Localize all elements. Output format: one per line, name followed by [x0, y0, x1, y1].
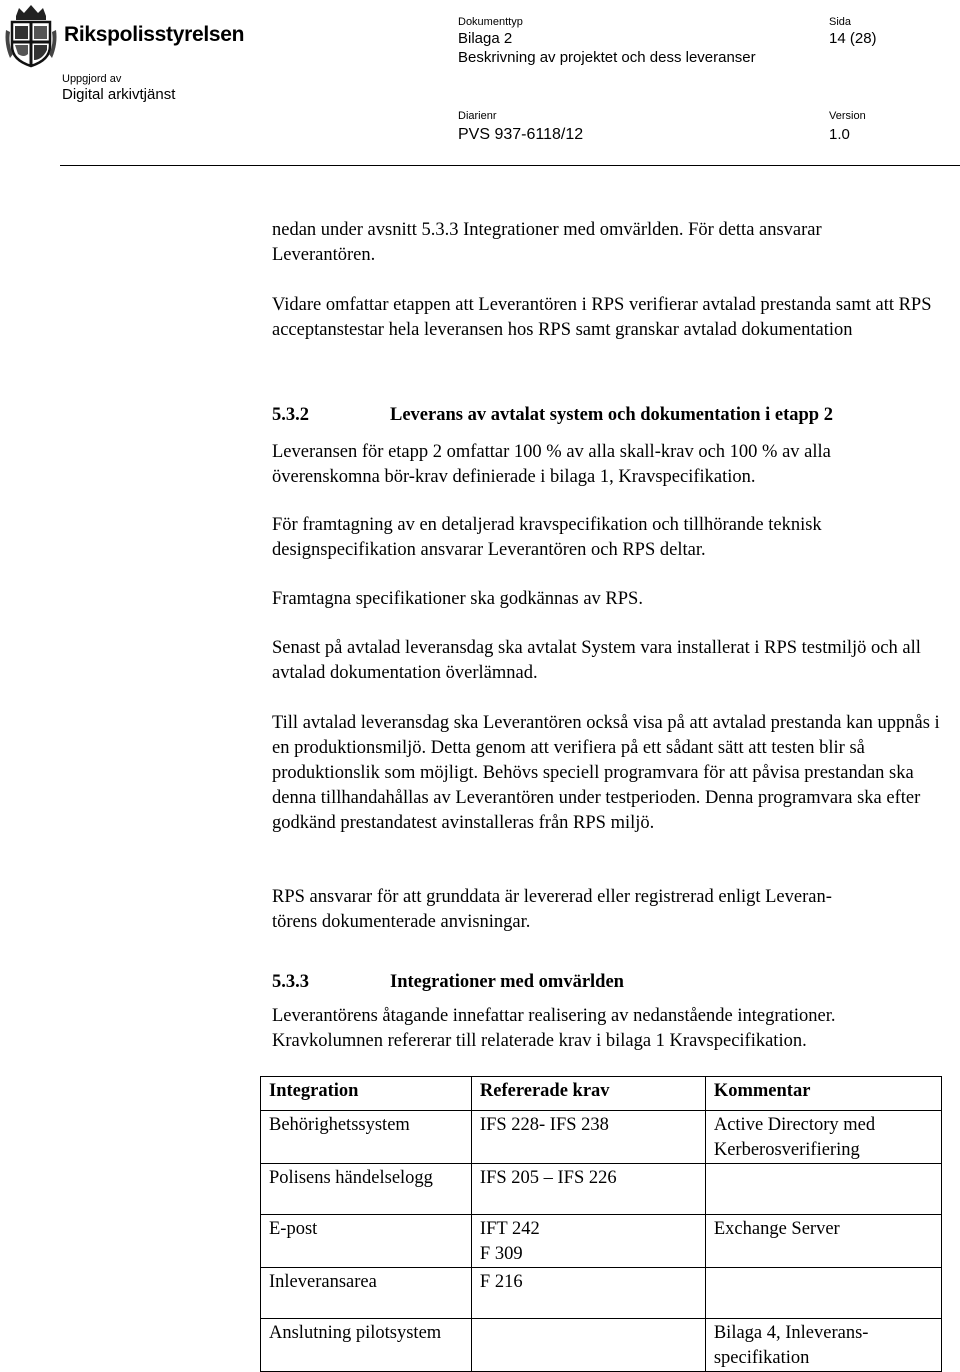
section-number: 5.3.3	[272, 972, 309, 992]
paragraph-2: Vidare omfattar etappen att Leverantören i RPS verifierar avtalad prestanda samt att RPS acceptanstestar hela leveransen hos RPS samt granskar avtalad dokumentation	[272, 295, 932, 340]
cell-krav: IFS 228- IFS 238	[471, 1111, 705, 1164]
table-row	[261, 1111, 942, 1164]
paragraph-6: Senast på avtalad leveransdag ska avtalat System vara installerat i RPS testmiljö och all avtalad dokumentation överlämnad.	[272, 638, 921, 683]
column-header-integration: Integration	[261, 1077, 472, 1111]
section-title: Integrationer med omvärlden	[390, 972, 624, 992]
prepared-by-label: Uppgjord av	[62, 73, 122, 85]
section-heading-5-3-3	[272, 970, 624, 995]
document-type-value: Bilaga 2	[458, 30, 513, 47]
prepared-by-value: Digital arkivtjänst	[62, 86, 176, 103]
version-label: Version	[829, 110, 866, 122]
cell-krav: IFT 242 F 309	[471, 1215, 705, 1268]
paragraph-8-line-1: RPS ansvarar för att grunddata är levererad eller registrerad enligt Leveran-	[272, 887, 832, 907]
column-header-refererade-krav: Refererade krav	[471, 1077, 705, 1111]
table-row	[261, 1164, 942, 1215]
paragraph-1-line-1: nedan under avsnitt 5.3.3 Integrationer med omvärlden. För detta ansvarar	[272, 220, 822, 240]
paragraph-8	[272, 885, 942, 935]
cell-krav	[471, 1319, 705, 1372]
cell-krav: F 216	[471, 1268, 705, 1319]
diarienr-value: PVS 937-6118/12	[458, 126, 584, 143]
version-value: 1.0	[829, 126, 850, 143]
paragraph-1	[272, 218, 942, 268]
cell-kommentar: Active Directory med Kerberosverifiering	[705, 1111, 941, 1164]
cell-kommentar	[705, 1164, 941, 1215]
organization-name: Rikspolisstyrelsen	[64, 23, 245, 46]
paragraph-9-line-1: Leverantörens åtagande innefattar realisering av nedanstående integrationer.	[272, 1006, 836, 1026]
document-type-label: Dokumenttyp	[458, 16, 523, 28]
table-header-row	[261, 1077, 942, 1111]
cell-integration: Behörighetssystem	[261, 1111, 472, 1164]
section-number: 5.3.2	[272, 405, 309, 425]
table-row	[261, 1268, 942, 1319]
cell-kommentar	[705, 1268, 941, 1319]
cell-integration: Anslutning pilotsystem	[261, 1319, 472, 1372]
cell-kommentar: Exchange Server	[705, 1215, 941, 1268]
table-row	[261, 1319, 942, 1372]
paragraph-4: För framtagning av en detaljerad kravspecifikation och tillhörande teknisk designspecifikation ansvarar Leverantören och RPS deltar.	[272, 515, 822, 560]
page-label: Sida	[829, 16, 852, 28]
header-divider	[60, 165, 960, 166]
document-subtitle: Beskrivning av projektet och dess leveranser	[458, 49, 756, 66]
integrations-table	[260, 1076, 942, 1372]
cell-integration: Polisens händelselogg	[261, 1164, 472, 1215]
paragraph-5: Framtagna specifikationer ska godkännas av RPS.	[272, 589, 643, 609]
table-row	[261, 1215, 942, 1268]
page-number: 14 (28)	[829, 30, 877, 47]
diarienr-label: Diarienr	[458, 110, 497, 122]
paragraph-1-line-2: Leverantören.	[272, 245, 376, 265]
paragraph-9	[272, 1004, 942, 1054]
police-crest-logo	[4, 2, 58, 70]
paragraph-9-line-2: Kravkolumnen refererar till relaterade krav i bilaga 1 Kravspecifikation.	[272, 1031, 807, 1051]
section-heading-5-3-2	[272, 403, 833, 428]
paragraph-3: Leveransen för etapp 2 omfattar 100 % av alla skall-krav och 100 % av alla överenskomna bör-krav definierade i bilaga 1, Kravspecifikation.	[272, 442, 831, 487]
cell-krav: IFS 205 – IFS 226	[471, 1164, 705, 1215]
section-title: Leverans av avtalat system och dokumentation i etapp 2	[390, 405, 833, 425]
cell-integration: Inleveransarea	[261, 1268, 472, 1319]
cell-kommentar: Bilaga 4, Inleverans- specifikation	[705, 1319, 941, 1372]
paragraph-7: Till avtalad leveransdag ska Leverantören också visa på att avtalad prestanda kan uppnås i en produktionsmiljö. Detta genom att verifiera på ett sådant sätt att testen blir så produktionslik som möjligt. Behövs speciell programvara för att påvisa prestandan ska denna tillhandahållas av Leverantören under testperioden. Denna programvara ska efter godkänd prestandatest avinstalleras från RPS miljö.	[272, 713, 940, 833]
paragraph-8-line-2: törens dokumenterade anvisningar.	[272, 912, 531, 932]
column-header-kommentar: Kommentar	[705, 1077, 941, 1111]
cell-integration: E-post	[261, 1215, 472, 1268]
